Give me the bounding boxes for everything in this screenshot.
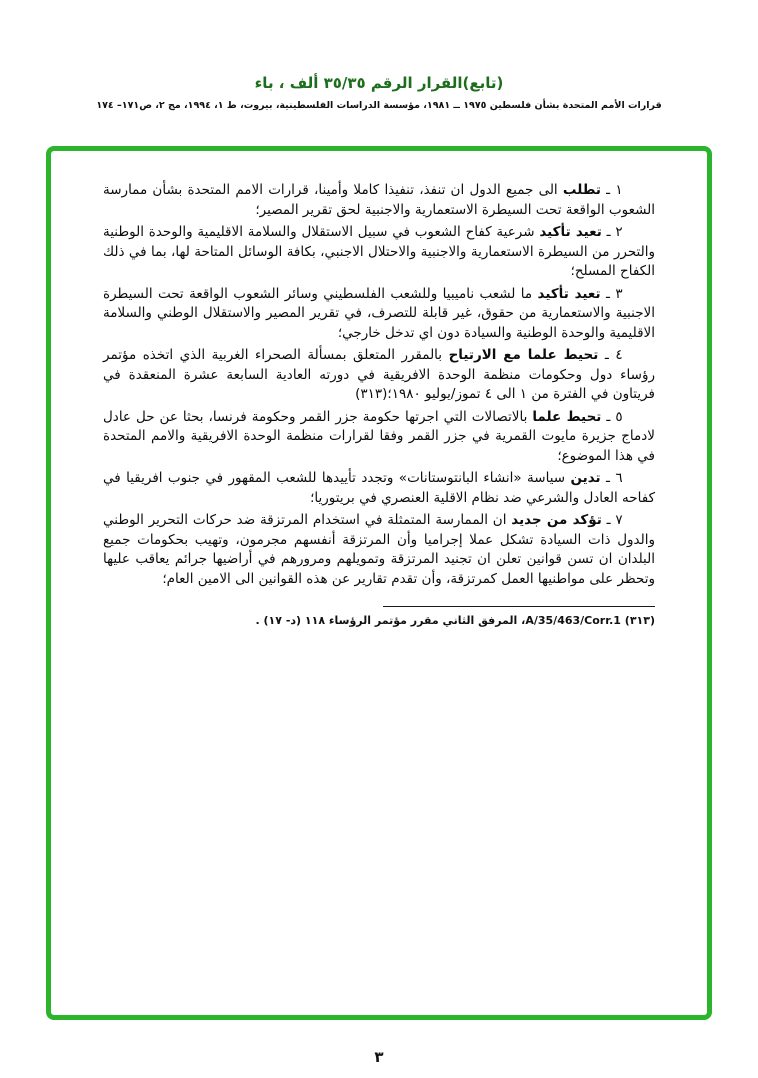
footnote-marker: (٣١٣): [624, 614, 655, 627]
footnote-divider: [383, 606, 655, 607]
footnote-reference: A/35/463/Corr.1: [525, 614, 621, 627]
paragraph-text: ان الممارسة المتمثلة في استخدام المرتزقة ضد حركات التحرير الوطني والدول ذات السيادة تشكل عملا إجراميا وأن المرتزقة أنفسهم مجرمون، وتهيب بحكومات جميع البلدان ان تسن قوانين تعلن ان تجنيد المرتزقة وتمويلهم ومرورهم في أراضيها جرائم يعاقب عليها وتحظر على مواطنيها العمل كمرتزقة، وأن تقدم تقارير عن هذه القوانين الى الامين العام؛: [103, 512, 655, 587]
paragraph-number: ٦ ـ: [600, 470, 623, 486]
paragraph-text: سياسة «انشاء البانتوستانات» وتجدد تأييدها للشعب المقهور في جنوب افريقيا في كفاحه العادل والشرعي ضد نظام الاقلية العنصري في بريتوريا؛: [103, 470, 655, 506]
paragraph-text: شرعية كفاح الشعوب في سبيل الاستقلال والسلامة الاقليمية والوحدة الوطنية والتحرر من السيطرة الاستعمارية والاجنبية والاحتلال الاجنبي، بكافة الوسائل المتاحة لها، بما في ذلك الكفاح المسلح؛: [103, 224, 655, 279]
document-title: (تابع)القرار الرقم ٣٥/٣٥ ألف ، باء: [254, 74, 504, 92]
paragraph-lead-verb: تعيد تأكيد: [539, 224, 602, 240]
document-header: [0, 74, 758, 111]
resolution-paragraph: [103, 346, 655, 405]
resolution-paragraph: [103, 469, 655, 508]
document-source-line: قرارات الأمم المتحدة بشأن فلسطين ١٩٧٥ ــ ١٩٨١، مؤسسة الدراسات الفلسطينية، بيروت، ط ١، ١٩٩٤، مج ٢، ص١٧١– ١٧٤: [96, 100, 662, 111]
paragraph-lead-verb: تطلب: [562, 182, 601, 198]
resolution-paragraph: [103, 408, 655, 467]
paragraph-lead-verb: تؤكد من جديد: [511, 512, 602, 528]
paragraph-text: بالاتصالات التي اجرتها حكومة جزر القمر وحكومة فرنسا، بحثا عن حل عادل لادماج جزيرة مايوت القمرية في جزر القمر وفقا لقرارات منظمة الوحدة الافريقية والامم المتحدة في هذا الموضوع؛: [103, 408, 655, 464]
resolution-paragraphs: [103, 181, 655, 592]
paragraph-lead-verb: تحيط علما مع الارتياح: [448, 347, 599, 363]
resolution-paragraph: [103, 285, 655, 344]
paragraph-number: ٢ ـ: [601, 224, 623, 240]
paragraph-number: ١ ـ: [600, 182, 623, 198]
resolution-paragraph: [103, 181, 655, 220]
paragraph-text: الى جميع الدول ان تنفذ، تنفيذا كاملا وأمينا، قرارات الامم المتحدة بشأن ممارسة الشعوب الواقعة تحت السيطرة الاستعمارية والاجنبية لحق تقرير المصير؛: [103, 182, 655, 218]
paragraph-number: ٣ ـ: [600, 285, 623, 302]
page-number: ٣: [374, 1048, 384, 1066]
resolution-paragraph: [103, 223, 655, 282]
resolution-paragraph: [103, 511, 655, 589]
paragraph-number: ٧ ـ: [601, 512, 623, 528]
paragraph-number: ٤ ـ: [598, 347, 623, 363]
green-border-frame: [46, 146, 712, 1020]
footnote-text: ، المرفق الثاني مقرر مؤتمر الرؤساء ١١٨ (د- ١٧) .: [255, 614, 526, 627]
paragraph-text: بالمقرر المتعلق بمسألة الصحراء الغربية الذي اتخذه مؤتمر رؤساء دول وحكومات منظمة الوحدة الافريقية في دورته العادية السابعة عشرة المنعقدة في فريتاون في الفترة من ١ الى ٤ تموز/يوليو ١٩٨٠؛(٣١٣): [103, 347, 655, 402]
paragraph-lead-verb: تدين: [570, 470, 601, 486]
paragraph-lead-verb: تحيط علما: [532, 408, 602, 425]
footnote: [103, 613, 655, 629]
paragraph-lead-verb: تعيد تأكيد: [537, 285, 601, 302]
paragraph-number: ٥ ـ: [601, 408, 623, 425]
paragraph-text: ما لشعب ناميبيا وللشعب الفلسطيني وسائر الشعوب الواقعة تحت السيطرة الاجنبية والاستعمارية من حقوق، غير قابلة للتصرف، في تقرير المصير والاستقلال الوطني والسلامة الاقليمية والوحدة الوطنية والسيادة دون اي تدخل خارجي؛: [103, 285, 655, 341]
